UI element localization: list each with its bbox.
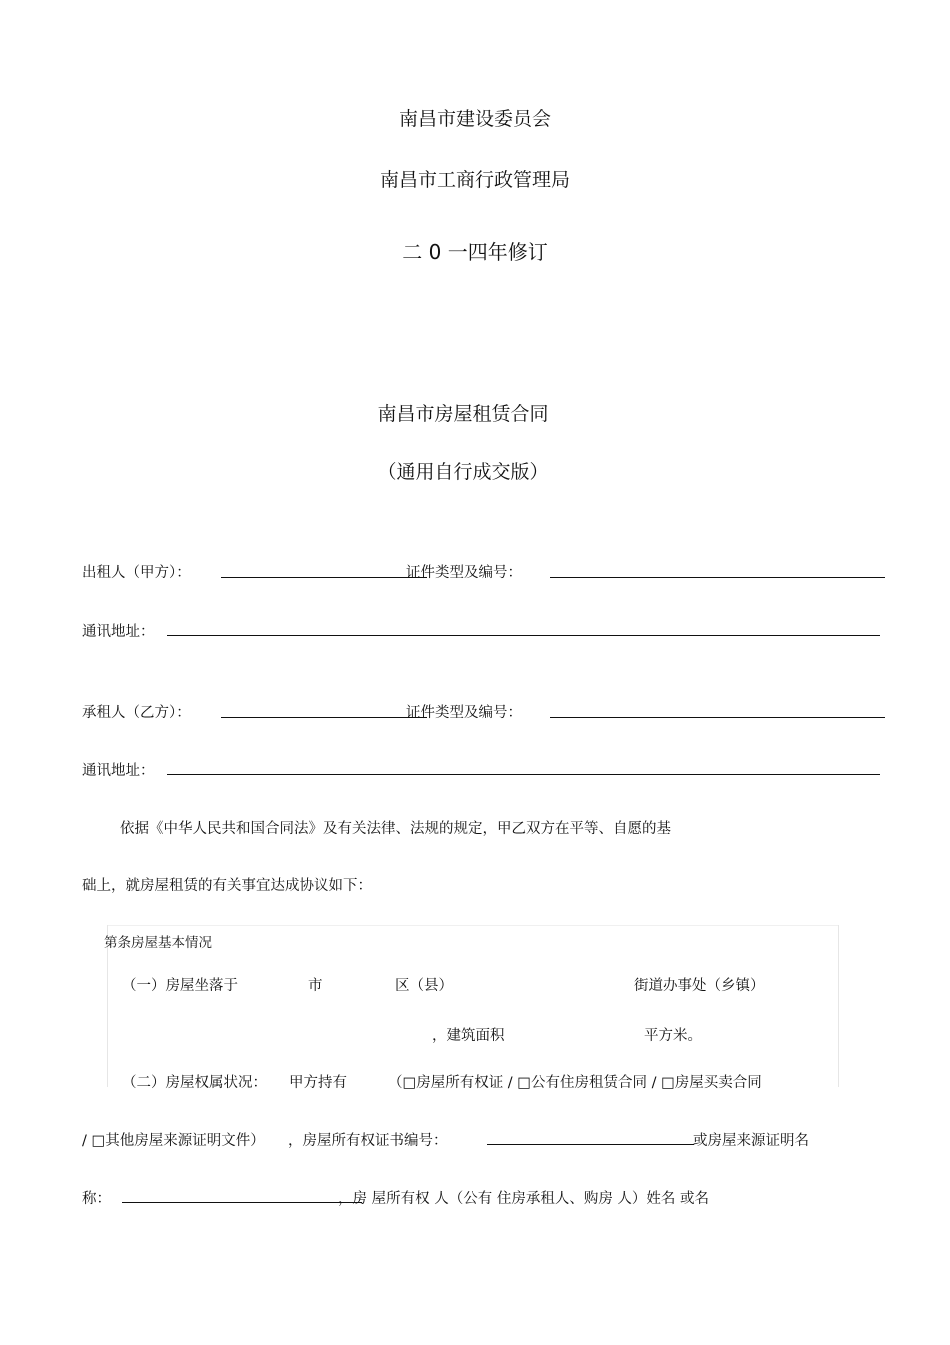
lessor-id-label: 证件类型及编号： — [406, 565, 522, 581]
owner-label: ，房 屋所有权 人（公有 住房承租人、购房 人）姓名 或名 — [338, 1191, 710, 1207]
item-1-prefix: （一）房屋坐落于 — [122, 978, 238, 994]
area-prefix: ，建筑面积 — [432, 1028, 505, 1044]
document-name-field[interactable] — [122, 1202, 362, 1203]
holder-label: 甲方持有 — [289, 1075, 347, 1091]
article-frame-right — [838, 925, 839, 1087]
ownership-docs-continued[interactable]: / □其他房屋来源证明文件） — [82, 1133, 265, 1149]
area-unit: 平方米。 — [644, 1028, 702, 1044]
lessor-address-field[interactable] — [167, 635, 880, 636]
preamble-line-2: 础上，就房屋租赁的有关事宜达成协议如下： — [82, 878, 372, 894]
ownership-docs-options[interactable]: （□房屋所有权证 / □公有住房租赁合同 / □房屋买卖合同 — [388, 1075, 762, 1091]
preamble-line-1: 依据《中华人民共和国合同法》及有关法律、法规的规定，甲乙双方在平等、自愿的基 — [120, 821, 671, 837]
contract-subtitle: （通用自行成交版） — [377, 461, 549, 483]
cert-number-label: ，房屋所有权证书编号： — [288, 1133, 448, 1149]
lessee-id-field[interactable] — [550, 717, 885, 718]
item-2-prefix: （二）房屋权属状况： — [122, 1075, 267, 1091]
issuer-name-2: 南昌市工商行政管理局 — [379, 169, 570, 191]
lessee-id-label: 证件类型及编号： — [406, 705, 522, 721]
article-1-title: 第条房屋基本情况 — [104, 935, 212, 951]
cert-alt-label: 或房屋来源证明名 — [693, 1133, 809, 1149]
cert-number-field[interactable] — [487, 1144, 694, 1145]
revision-note: 二 0 一四年修订 — [402, 240, 548, 264]
lessee-label: 承租人（乙方）： — [82, 705, 191, 721]
lessee-name-field[interactable] — [221, 717, 427, 718]
street-label: 街道办事处（乡镇） — [634, 978, 765, 994]
lessor-name-field[interactable] — [221, 577, 427, 578]
lessee-address-field[interactable] — [167, 774, 880, 775]
article-frame-top — [107, 925, 838, 926]
lessor-address-label: 通讯地址： — [82, 624, 155, 640]
lessor-label: 出租人（甲方）： — [82, 565, 191, 581]
city-label: 市 — [308, 978, 323, 994]
lessor-id-field[interactable] — [550, 577, 885, 578]
contract-title: 南昌市房屋租赁合同 — [377, 403, 549, 425]
name-label: 称： — [82, 1191, 111, 1207]
district-label: 区（县） — [395, 978, 453, 994]
lessee-address-label: 通讯地址： — [82, 763, 155, 779]
issuer-name-1: 南昌市建设委员会 — [398, 108, 551, 130]
